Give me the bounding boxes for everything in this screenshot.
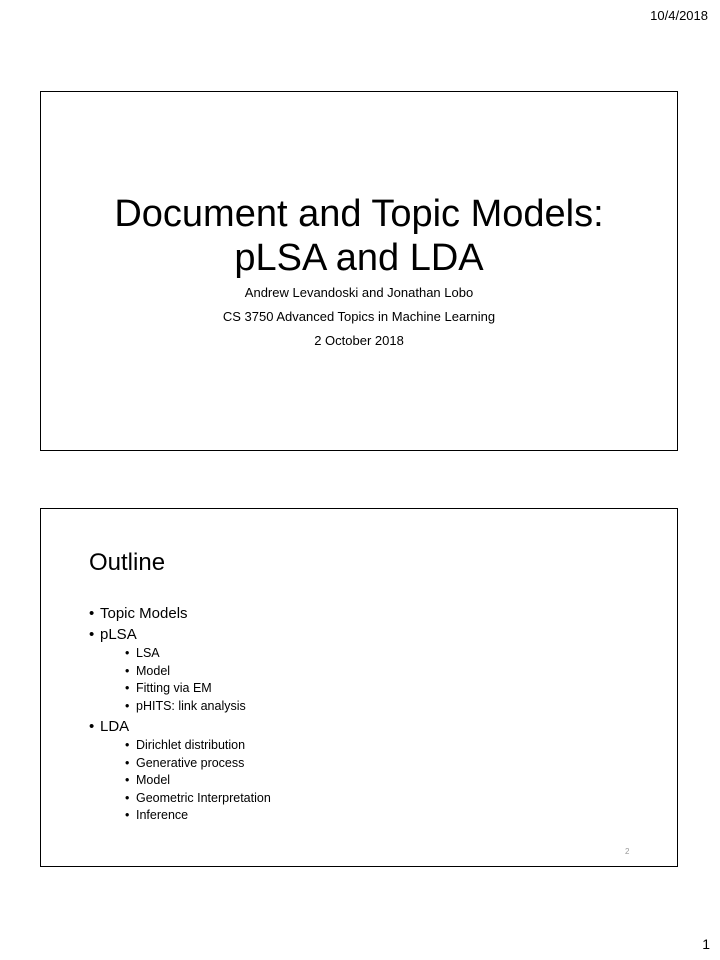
outline-subitem: • Inference (125, 807, 271, 825)
slide-number: 2 (625, 847, 630, 856)
outline-subitem: • LSA (125, 645, 271, 663)
outline-item-label: LDA (100, 718, 130, 735)
page-number: 1 (702, 936, 710, 952)
outline-subitem: • Model (125, 663, 271, 681)
outline-subitem: • Model (125, 772, 271, 790)
presentation-date: 2 October 2018 (314, 333, 404, 348)
outline-subitem: • Fitting via EM (125, 680, 271, 698)
outline-item (89, 626, 271, 715)
slide-outline (40, 508, 678, 867)
outline-title: Outline (89, 549, 166, 576)
outline-subitem: • pHITS: link analysis (125, 698, 271, 716)
outline-subitem: • Geometric Interpretation (125, 790, 271, 808)
slide-title (40, 91, 678, 451)
outline-item-label: Topic Models (100, 605, 188, 622)
outline-sublist (100, 737, 271, 825)
outline-item (89, 605, 271, 623)
outline-subitem: • Dirichlet distribution (125, 737, 271, 755)
title-line-1: Document and Topic Models: (114, 193, 604, 235)
outline-sublist (100, 645, 271, 715)
authors: Andrew Levandoski and Jonathan Lobo (244, 285, 474, 300)
outline-item (89, 718, 271, 825)
outline-subitem: • Generative process (125, 755, 271, 773)
page-date: 10/4/2018 (650, 8, 708, 23)
outline-item-label: pLSA (100, 626, 137, 643)
slide-title-heading (41, 192, 677, 280)
outline-list (89, 605, 271, 828)
course-name: CS 3750 Advanced Topics in Machine Learning (222, 309, 496, 324)
title-line-2: pLSA and LDA (234, 237, 484, 279)
